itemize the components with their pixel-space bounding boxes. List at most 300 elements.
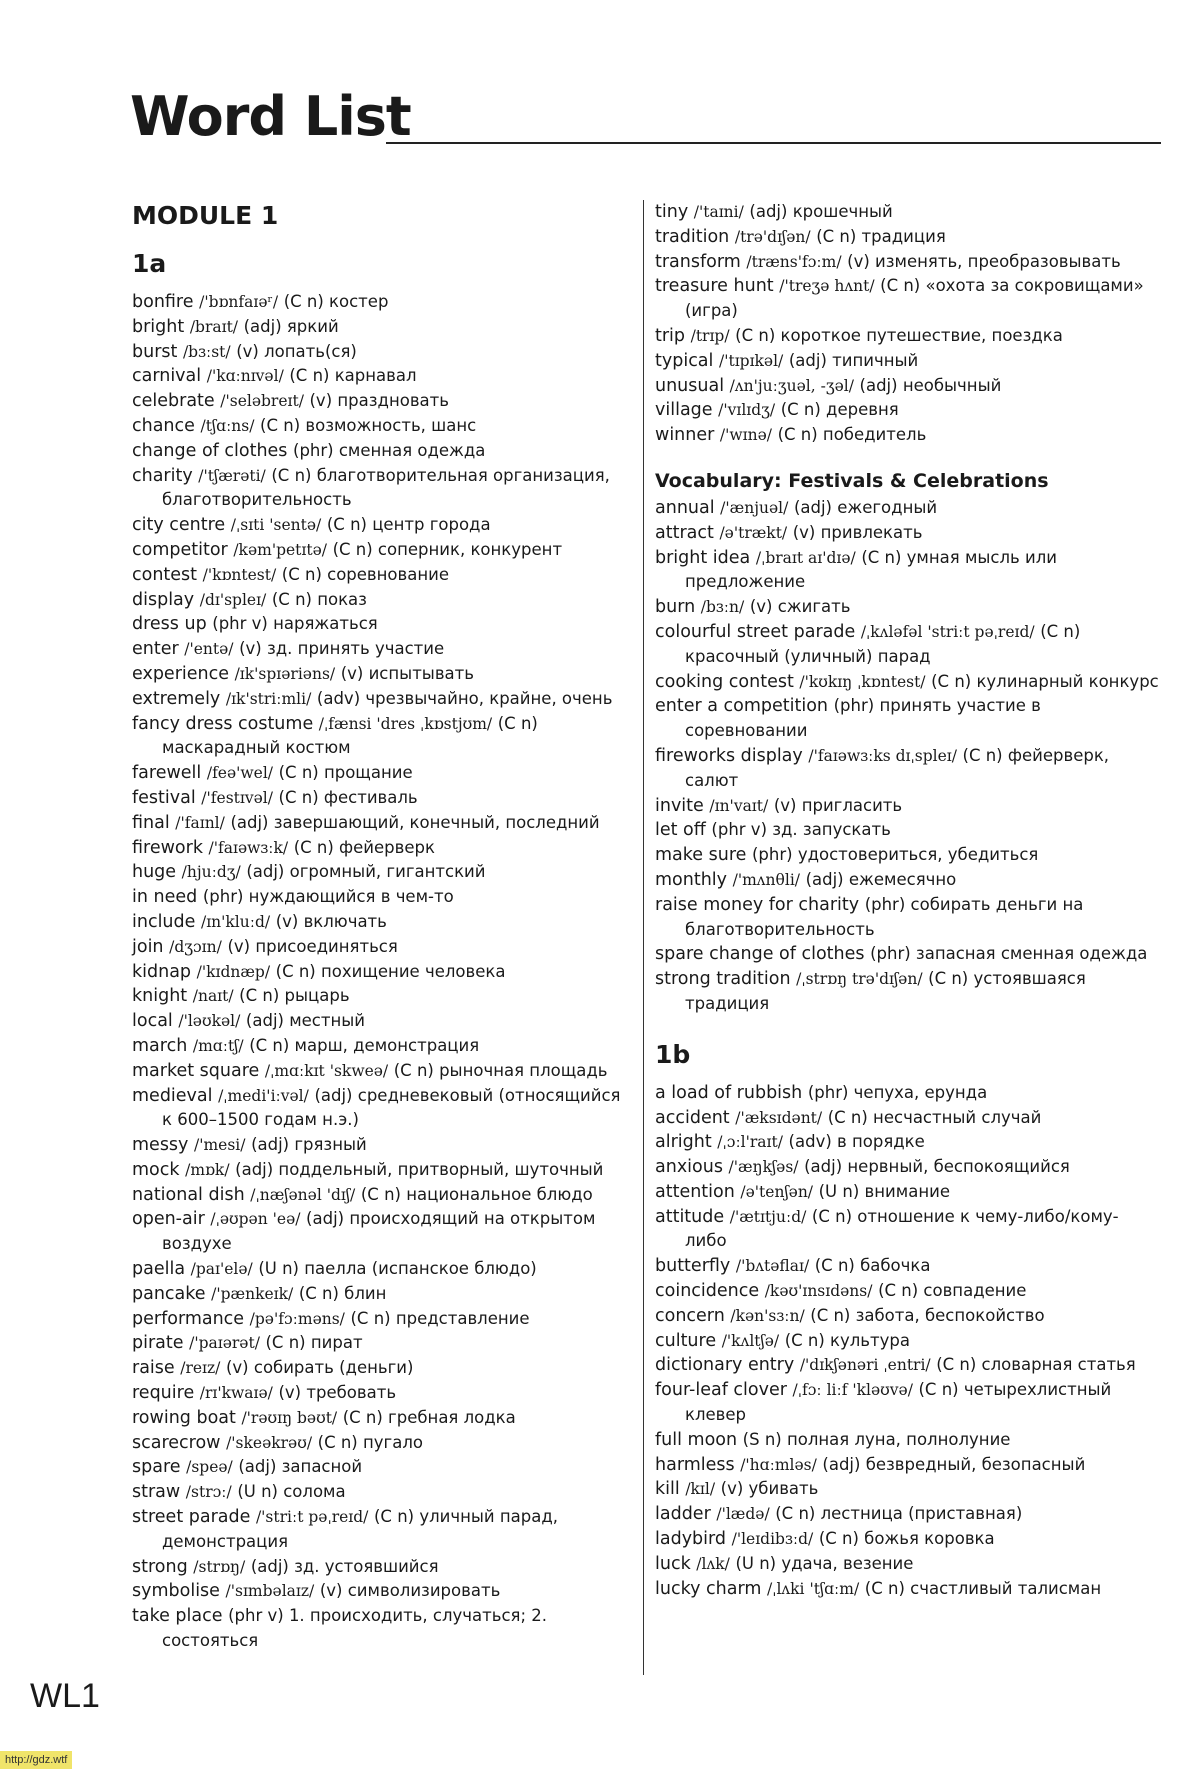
entry-word: invite: [655, 795, 704, 816]
entry-transcription: /'hɑːmləs/: [740, 1455, 817, 1474]
entry-word: unusual: [655, 375, 725, 396]
entry-gloss: (C n) центр города: [326, 515, 491, 535]
word-entry: [655, 274, 1160, 324]
word-entry: [655, 1081, 1160, 1106]
entry-gloss: (C n) гребная лодка: [342, 1407, 516, 1427]
word-entry: [655, 546, 1160, 596]
entry-word: open-air: [132, 1209, 205, 1230]
entry-word: paella: [132, 1259, 186, 1280]
entry-gloss: (C n) счастливый талисман: [864, 1578, 1102, 1598]
entry-word: charity: [132, 465, 193, 486]
entry-word: butterfly: [655, 1256, 731, 1277]
entry-gloss: (phr) нуждающийся в чем-то: [202, 887, 454, 907]
entry-word: mock: [132, 1159, 180, 1180]
entry-transcription: /ə'trækt/: [719, 523, 788, 542]
entry-transcription: /ɪn'kluːd/: [200, 912, 271, 931]
entry-gloss: (C n) «охота за сокровищами» (игра): [685, 276, 1144, 321]
entry-gloss: (v) пригласить: [773, 795, 903, 815]
word-entry: [132, 662, 632, 687]
entry-word: attitude: [655, 1206, 725, 1227]
word-entry: [655, 1279, 1160, 1304]
word-entry: [132, 1084, 632, 1134]
entry-gloss: (C n) отношение к чему-либо/кому-либо: [685, 1206, 1119, 1251]
entry-transcription: /kəʊ'ɪnsɪdəns/: [764, 1282, 873, 1301]
entry-word: change of clothes: [132, 440, 288, 461]
entry-list-vocabulary: [655, 496, 1160, 1017]
entry-gloss: (adj) местный: [245, 1011, 366, 1031]
entry-word: bonfire: [132, 292, 194, 312]
entry-word: huge: [132, 862, 177, 883]
entry-gloss: (phr) запасная сменная одежда: [870, 944, 1148, 964]
entry-transcription: /bɜːst/: [182, 342, 231, 361]
word-entry: [655, 1527, 1160, 1552]
word-entry: [655, 620, 1160, 670]
entry-word: raise: [132, 1358, 175, 1379]
entry-word: fancy dress costume: [132, 713, 314, 734]
entry-transcription: /'pænkeɪk/: [211, 1284, 294, 1303]
entry-gloss: (v) присоединяться: [227, 936, 398, 956]
entry-gloss: (C n) пугало: [317, 1432, 423, 1452]
entry-transcription: /kɪl/: [685, 1480, 716, 1499]
word-entry: [132, 340, 632, 365]
right-column: [655, 200, 1160, 1601]
entry-gloss: (C n) представление: [350, 1308, 530, 1328]
entry-word: concern: [655, 1305, 725, 1326]
entry-word: alright: [655, 1132, 712, 1153]
entry-gloss: (C n) божья коровка: [818, 1529, 995, 1549]
entry-transcription: /strɔː/: [185, 1483, 232, 1502]
word-entry: [655, 250, 1160, 275]
entry-word: display: [132, 589, 195, 610]
section-heading-1a: 1a: [132, 249, 167, 278]
entry-transcription: /'kʌltʃə/: [721, 1331, 780, 1350]
entry-list-1b: [655, 1081, 1160, 1602]
word-entry: [132, 1257, 632, 1282]
entry-gloss: (v) изменять, преобразовывать: [847, 251, 1121, 271]
entry-word: lucky charm: [655, 1578, 762, 1599]
entry-transcription: /tʃɑːns/: [200, 416, 255, 435]
word-entry: [132, 860, 632, 885]
entry-gloss: (C n) несчастный случай: [827, 1107, 1042, 1127]
word-entry: [655, 1254, 1160, 1279]
word-entry: [132, 1480, 632, 1505]
entry-transcription: /hjuːdʒ/: [181, 863, 241, 882]
entry-gloss: (U n) паелла (испанское блюдо): [258, 1259, 537, 1279]
word-entry: [655, 521, 1160, 546]
entry-word: ladybird: [655, 1529, 727, 1550]
word-entry: [132, 464, 632, 514]
entry-transcription: /ˌkʌləfəl 'striːt pəˌreɪd/: [860, 622, 1035, 641]
word-entry: [655, 694, 1160, 744]
entry-gloss: (C n) фейерверк: [293, 837, 435, 857]
entry-transcription: /rɪ'kwaɪə/: [199, 1384, 273, 1403]
section-heading-1b: 1b: [655, 1039, 691, 1069]
entry-gloss: (v) требовать: [278, 1383, 397, 1403]
word-entry: [132, 1356, 632, 1381]
word-entry: [132, 984, 632, 1009]
word-entry: [655, 1180, 1160, 1205]
entry-gloss: (adj) крошечный: [749, 202, 893, 221]
entry-transcription: /'festɪvəl/: [201, 788, 273, 807]
word-entry: [132, 538, 632, 563]
entry-transcription: /'leɪdibɜːd/: [731, 1530, 814, 1549]
entry-transcription: /'ləʊkəl/: [178, 1012, 241, 1031]
word-entry: [132, 885, 632, 910]
entry-transcription: /ˌfɔː liːf 'kləʊvə/: [792, 1381, 913, 1400]
entry-word: extremely: [132, 688, 221, 709]
entry-gloss: (adj) необычный: [859, 375, 1002, 395]
word-entry: [655, 1453, 1160, 1478]
word-entry: [655, 744, 1160, 794]
word-entry: [655, 794, 1160, 819]
entry-transcription: /ɪk'spɪəriəns/: [234, 664, 336, 683]
entry-gloss: (phr v) зд. запускать: [711, 820, 891, 840]
entry-gloss: (adj) запасной: [238, 1457, 363, 1477]
entry-gloss: (phr v) 1. происходить, случаться; 2. состояться: [162, 1606, 548, 1651]
column-divider: [643, 200, 644, 1675]
entry-gloss: (v) привлекать: [792, 522, 923, 542]
word-entry: [655, 868, 1160, 893]
word-entry: [132, 687, 632, 712]
word-entry: [132, 1406, 632, 1431]
title-underline: [386, 142, 1161, 144]
entry-transcription: /'striːt pəˌreɪd/: [255, 1508, 369, 1527]
entry-word: winner: [655, 425, 715, 446]
word-entry: [132, 439, 632, 464]
entry-word: performance: [132, 1308, 245, 1329]
entry-word: full moon: [655, 1429, 738, 1450]
word-entry: [132, 1555, 632, 1580]
word-entry: [655, 200, 1160, 225]
entry-transcription: /dɪ'spleɪ/: [199, 590, 267, 609]
entry-transcription: /træns'fɔːm/: [746, 252, 842, 271]
entry-word: a load of rubbish: [655, 1082, 803, 1103]
entry-gloss: (adj) ежемесячно: [805, 869, 957, 889]
entry-transcription: /feə'wel/: [206, 764, 274, 783]
word-entry: [132, 910, 632, 935]
word-entry: [655, 1304, 1160, 1329]
word-entry: [132, 1381, 632, 1406]
entry-word: bright: [132, 316, 185, 337]
entry-gloss: (phr) удостовериться, убедиться: [751, 845, 1039, 865]
entry-transcription: /ˌmɑːkɪt 'skweə/: [264, 1061, 389, 1080]
word-entry: [655, 1577, 1160, 1602]
entry-word: burst: [132, 341, 178, 362]
watermark: http://gdz.wtf: [0, 1751, 72, 1769]
entry-gloss: (v) лопать(ся): [236, 341, 357, 361]
entry-gloss: (v) убивать: [720, 1479, 819, 1499]
entry-word: transform: [655, 251, 741, 272]
left-column: [132, 200, 632, 1654]
entry-gloss: (C n) победитель: [777, 425, 927, 445]
entry-word: burn: [655, 597, 696, 618]
entry-transcription: /pə'fɔːməns/: [249, 1309, 345, 1328]
entry-gloss: (adj) поддельный, притворный, шуточный: [235, 1159, 604, 1179]
word-entry: [655, 225, 1160, 250]
entry-gloss: (C n) показ: [271, 589, 367, 609]
page-title: Word List: [130, 85, 411, 148]
entry-gloss: (C n) фейерверк, салют: [685, 745, 1110, 790]
entry-transcription: /ˌlʌki 'tʃɑːm/: [766, 1579, 860, 1598]
entry-gloss: (C n) соперник, конкурент: [332, 539, 563, 559]
entry-transcription: /ˌɔːl'raɪt/: [717, 1133, 783, 1152]
entry-list-1a-continued: [655, 200, 1160, 448]
entry-gloss: (C n) словарная статья: [936, 1355, 1136, 1375]
entry-word: let off: [655, 820, 706, 841]
entry-word: contest: [132, 564, 198, 585]
word-entry: [132, 637, 632, 662]
entry-transcription: /mɑːtʃ/: [192, 1036, 244, 1055]
entry-transcription: /dʒɔɪn/: [169, 937, 222, 956]
entry-gloss: (v) зд. принять участие: [239, 639, 445, 659]
entry-word: trip: [655, 325, 686, 346]
entry-word: spare: [132, 1457, 181, 1478]
word-entry: [132, 389, 632, 414]
entry-transcription: /kən'sɜːn/: [730, 1306, 805, 1325]
entry-gloss: (C n) короткое путешествие, поездка: [735, 325, 1063, 345]
entry-gloss: (adj) зд. устоявшийся: [250, 1556, 439, 1576]
word-entry: [132, 563, 632, 588]
entry-word: strong: [132, 1556, 188, 1577]
word-entry: [132, 1331, 632, 1356]
entry-word: tiny: [655, 202, 689, 222]
entry-word: fireworks display: [655, 745, 803, 766]
word-entry: [655, 1205, 1160, 1255]
entry-word: colourful street parade: [655, 621, 856, 642]
entry-gloss: (C n) национальное блюдо: [360, 1184, 593, 1204]
entry-transcription: /speə/: [186, 1458, 233, 1477]
entry-gloss: (C n) пират: [265, 1333, 363, 1353]
page-number: WL1: [30, 1677, 100, 1715]
entry-word: dictionary entry: [655, 1355, 795, 1376]
entry-transcription: /ˌbraɪt aɪ'dɪə/: [755, 548, 856, 567]
entry-transcription: /paɪ'elə/: [190, 1260, 253, 1279]
entry-word: accident: [655, 1107, 730, 1128]
entry-word: include: [132, 911, 196, 932]
entry-gloss: (v) сжигать: [749, 597, 851, 617]
entry-gloss: (C n) лестница (приставная): [775, 1504, 1023, 1524]
word-entry: [132, 588, 632, 613]
entry-transcription: /trɪp/: [690, 326, 730, 345]
entry-transcription: /ɪn'vaɪt/: [709, 796, 769, 815]
word-entry: [655, 1378, 1160, 1428]
entry-word: annual: [655, 497, 715, 518]
entry-gloss: (S n) полная луна, полнолуние: [742, 1429, 1011, 1449]
entry-word: symbolise: [132, 1581, 220, 1602]
entry-transcription: /mɒk/: [185, 1160, 230, 1179]
word-entry: [132, 1455, 632, 1480]
entry-word: experience: [132, 663, 229, 684]
entry-gloss: (adj) грязный: [251, 1135, 367, 1155]
entry-gloss: (phr) собирать деньги на благотворительность: [685, 894, 1084, 939]
word-entry: [132, 1158, 632, 1183]
entry-gloss: (adj) безвредный, безопасный: [822, 1454, 1086, 1474]
entry-gloss: (C n) марш, демонстрация: [249, 1035, 480, 1055]
entry-gloss: (adv) в порядке: [788, 1132, 925, 1152]
entry-word: scarecrow: [132, 1432, 221, 1453]
entry-word: ladder: [655, 1504, 711, 1525]
entry-word: bright idea: [655, 547, 751, 568]
entry-word: cooking contest: [655, 671, 794, 692]
entry-transcription: /lʌk/: [696, 1554, 730, 1573]
word-entry: [655, 1106, 1160, 1131]
word-entry: [655, 496, 1160, 521]
entry-gloss: (C n) карнавал: [289, 366, 417, 386]
entry-word: dress up: [132, 614, 207, 635]
entry-transcription: /'æksɪdənt/: [735, 1108, 823, 1127]
word-entry: [132, 960, 632, 985]
entry-transcription: /ˌfænsi 'dres ˌkɒstjʊm/: [318, 714, 493, 733]
entry-word: kill: [655, 1479, 680, 1500]
entry-transcription: /strɒŋ/: [193, 1557, 246, 1576]
entry-gloss: (U n) внимание: [818, 1181, 950, 1201]
word-entry: [655, 670, 1160, 695]
entry-gloss: (adj) завершающий, конечный, последний: [230, 812, 600, 832]
vocabulary-heading: Vocabulary: Festivals & Celebrations: [655, 469, 1049, 492]
word-entry: [132, 1431, 632, 1456]
word-entry: [655, 1502, 1160, 1527]
word-entry: [655, 349, 1160, 374]
entry-gloss: (C n) блин: [298, 1283, 387, 1303]
word-entry: [132, 786, 632, 811]
entry-transcription: /reɪz/: [180, 1359, 221, 1378]
word-entry: [655, 1155, 1160, 1180]
entry-transcription: /'dɪkʃənəri ˌentri/: [799, 1356, 931, 1375]
entry-gloss: (C n) красочный (уличный) парад: [685, 621, 1081, 666]
entry-gloss: (adj) средневековый (относящийся к 600–1500 годам н.э.): [162, 1085, 621, 1130]
word-entry: [655, 1477, 1160, 1502]
entry-word: enter: [132, 639, 179, 660]
entry-gloss: (v) включать: [275, 911, 387, 931]
entry-transcription: /'æŋkʃəs/: [728, 1158, 799, 1177]
entry-word: march: [132, 1035, 188, 1056]
entry-word: harmless: [655, 1454, 735, 1475]
entry-word: firework: [132, 837, 203, 858]
word-entry: [132, 1604, 632, 1654]
entry-word: spare change of clothes: [655, 944, 865, 965]
entry-word: monthly: [655, 869, 728, 890]
entry-transcription: /ˌstrɒŋ trə'dɪʃən/: [796, 970, 923, 989]
entry-word: attention: [655, 1181, 735, 1202]
entry-gloss: (C n) культура: [784, 1330, 910, 1350]
word-entry: [132, 513, 632, 538]
entry-gloss: (adj) ежегодный: [793, 497, 938, 517]
word-entry: [655, 1353, 1160, 1378]
entry-gloss: (C n) уличный парад, демонстрация: [162, 1507, 559, 1551]
word-entry: [132, 836, 632, 861]
word-entry: [655, 1428, 1160, 1453]
entry-transcription: /ˌmedi'iːvəl/: [218, 1086, 309, 1105]
word-entry: [655, 1130, 1160, 1155]
word-entry: [655, 595, 1160, 620]
entry-transcription: /ə'tenʃən/: [740, 1182, 814, 1201]
word-entry: [655, 423, 1160, 448]
entry-word: competitor: [132, 539, 228, 560]
entry-gloss: (phr) чепуха, ерунда: [807, 1082, 988, 1102]
entry-gloss: (phr) принять участие в соревновании: [685, 696, 1041, 741]
entry-transcription: /'taɪni/: [693, 203, 744, 221]
word-entry: [132, 761, 632, 786]
word-entry: [132, 712, 632, 762]
word-entry: [655, 324, 1160, 349]
entry-word: culture: [655, 1330, 717, 1351]
entry-transcription: /ˌnæʃənəl 'dɪʃ/: [250, 1185, 356, 1204]
entry-transcription: /'kɪdnæp/: [196, 962, 271, 981]
entry-transcription: /'ænjuəl/: [720, 498, 789, 517]
entry-gloss: (C n) фестиваль: [278, 787, 418, 807]
entry-word: require: [132, 1383, 195, 1404]
word-entry: [132, 935, 632, 960]
entry-gloss: (U n) удача, везение: [735, 1553, 914, 1573]
word-entry: [132, 290, 632, 315]
entry-transcription: /'faɪəwɜːks dɪˌspleɪ/: [808, 746, 957, 765]
word-entry: [655, 398, 1160, 423]
entry-transcription: /'paɪərət/: [189, 1334, 260, 1353]
entry-transcription: /'bɒnfaɪəʳ/: [199, 293, 279, 311]
entry-gloss: (C n) костер: [283, 292, 389, 311]
entry-transcription: /ɪk'striːmli/: [225, 689, 312, 708]
entry-word: rowing boat: [132, 1407, 236, 1428]
entry-gloss: (v) собирать (деньги): [225, 1358, 414, 1378]
word-entry: [132, 1059, 632, 1084]
entry-gloss: (C n) благотворительная организация, благотворительность: [162, 465, 610, 510]
word-entry: [132, 1505, 632, 1555]
entry-gloss: (C n) бабочка: [814, 1256, 931, 1276]
entry-transcription: /'tʃærəti/: [198, 466, 266, 485]
word-entry: [132, 1009, 632, 1034]
entry-gloss: (C n) маскарадный костюм: [162, 713, 538, 758]
entry-transcription: /'treʒə hʌnt/: [779, 277, 875, 296]
entry-word: medieval: [132, 1085, 213, 1106]
entry-transcription: /naɪt/: [192, 987, 234, 1006]
entry-word: local: [132, 1011, 173, 1032]
entry-transcription: /ʌn'juːʒuəl, -ʒəl/: [729, 376, 854, 395]
entry-word: luck: [655, 1553, 691, 1574]
entry-word: anxious: [655, 1157, 723, 1178]
word-entry: [132, 1282, 632, 1307]
word-entry: [655, 1329, 1160, 1354]
entry-gloss: (v) испытывать: [340, 663, 475, 683]
entry-gloss: (C n) забота, беспокойство: [810, 1305, 1045, 1325]
entry-list-1a: [132, 290, 632, 1654]
entry-word: pancake: [132, 1283, 206, 1304]
word-entry: [132, 315, 632, 340]
entry-transcription: /'entə/: [184, 640, 234, 659]
entry-word: tradition: [655, 226, 730, 247]
entry-word: take place: [132, 1606, 223, 1627]
entry-word: city centre: [132, 515, 226, 536]
word-entry: [655, 893, 1160, 943]
word-entry: [132, 414, 632, 439]
entry-transcription: /bɜːn/: [700, 598, 745, 617]
entry-word: make sure: [655, 845, 747, 866]
entry-gloss: (C n) прощание: [278, 763, 413, 783]
entry-transcription: /'kɒntest/: [202, 565, 277, 584]
word-entry: [132, 1307, 632, 1332]
word-entry: [132, 364, 632, 389]
entry-gloss: (C n) умная мысль или предложение: [685, 547, 1058, 592]
word-entry: [655, 1552, 1160, 1577]
entry-transcription: /'skeəkrəʊ/: [226, 1433, 313, 1452]
entry-word: typical: [655, 350, 714, 371]
entry-word: farewell: [132, 763, 202, 784]
entry-word: in need: [132, 887, 198, 908]
entry-gloss: (C n) возможность, шанс: [260, 415, 477, 435]
entry-word: join: [132, 936, 164, 957]
entry-transcription: /'lædə/: [716, 1505, 770, 1524]
entry-gloss: (C n) деревня: [780, 400, 899, 420]
entry-gloss: (phr v) наряжаться: [212, 614, 378, 634]
